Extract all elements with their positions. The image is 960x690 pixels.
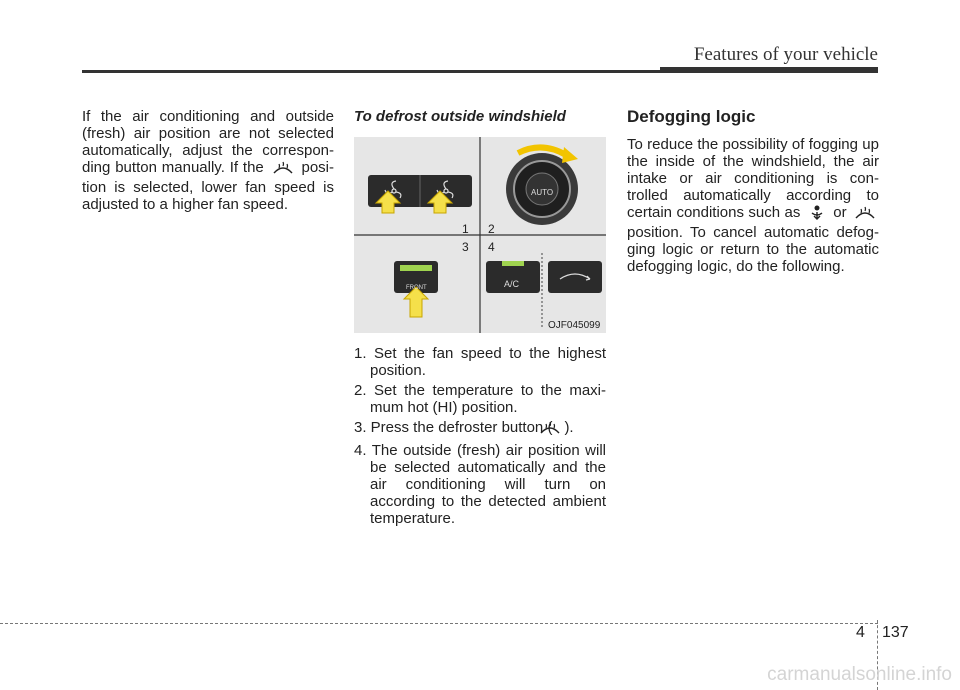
recirculation-button	[548, 261, 602, 293]
defrost-icon	[554, 420, 562, 439]
figure-code: OJF045099	[548, 320, 601, 331]
list-item: 4. The outside (fresh) air position will be selected automatically and the air conditioning will turn on according to the detected ambient temperature.	[354, 442, 606, 527]
heading-defogging-logic: Defogging logic	[627, 107, 756, 126]
dial-auto-label: AUTO	[531, 188, 554, 197]
chapter-number: 4	[856, 624, 865, 641]
column-left	[82, 108, 334, 213]
list-item: 1. Set the fan speed to the highest position.	[354, 345, 606, 379]
figure-label-4: 4	[488, 240, 495, 254]
list-item: 3. Press the defroster button ( ).	[354, 419, 606, 439]
climate-panel-illustration	[354, 137, 606, 333]
front-defrost-label: FRONT	[406, 285, 427, 291]
section-title: Features of your vehicle	[693, 44, 878, 65]
column-right	[627, 108, 879, 275]
page-number: 137	[882, 624, 909, 641]
list-item: 2. Set the temperature to the maxi- mum hot (HI) position.	[354, 382, 606, 416]
climate-control-figure	[354, 137, 606, 333]
figure-label-1: 1	[462, 222, 469, 236]
footer-rule	[0, 623, 878, 624]
ac-label: A/C	[504, 279, 520, 289]
header-rule-accent	[660, 67, 878, 73]
column-middle	[354, 108, 606, 530]
paragraph-manual-adjust: If the air conditioning and outside (fresh) air position are not selected automatically, adjust the correspon- ding button manually. If the posi- tion is selected, lower fan speed is adjusted to a higher fan speed.	[82, 108, 334, 213]
figure-label-2: 2	[488, 222, 495, 236]
defrost-icon	[853, 205, 877, 224]
watermark: carmanualsonline.info	[767, 664, 952, 685]
floor-defrost-icon	[807, 204, 827, 224]
defrost-steps-list	[354, 345, 606, 527]
defrost-icon	[271, 160, 295, 179]
figure-label-3: 3	[462, 240, 469, 254]
heading-defrost-windshield: To defrost outside windshield	[354, 108, 566, 125]
paragraph-defogging: To reduce the possibility of fogging up the inside of the windshield, the air intake or air conditioning is con- trolled automatically according to certain conditions such as or position. To cancel automatic defog- ging logic or return to the automatic defogging logic, do the following.	[627, 136, 879, 275]
